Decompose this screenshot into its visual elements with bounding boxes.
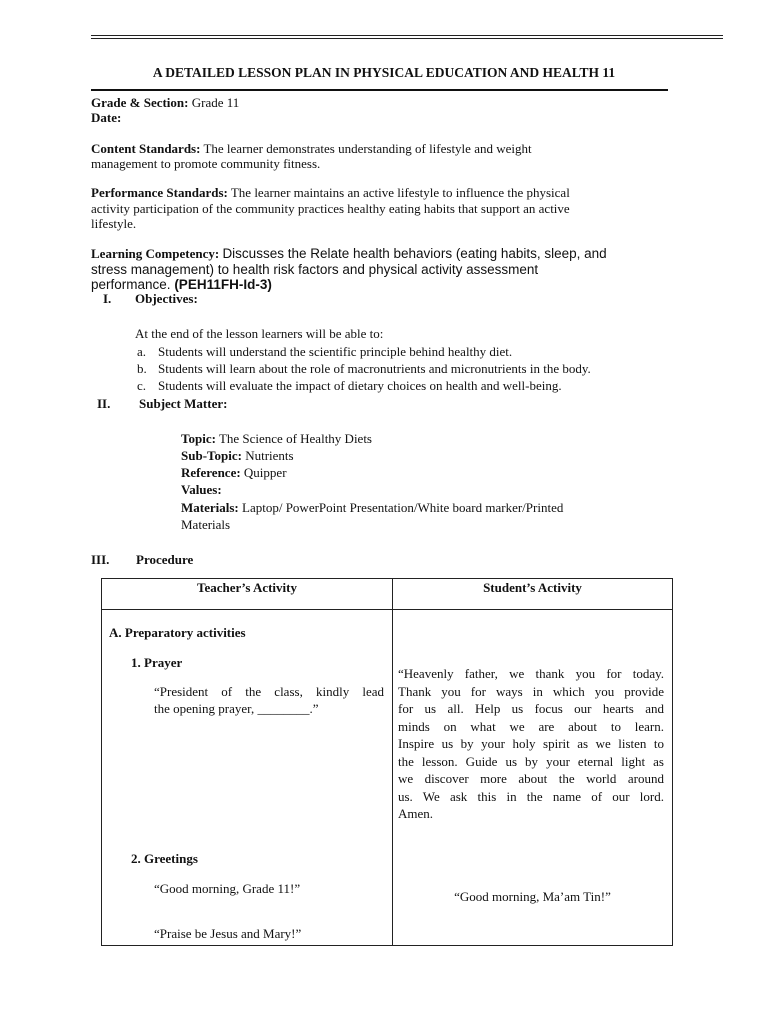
objectives-numeral: I. [103,291,112,306]
content-standards-text-2: management to promote community fitness. [91,156,321,171]
grade-section-line [91,95,681,111]
content-standards-text-1: The learner demonstrates understanding of lifestyle and weight [203,141,532,156]
reference-line [181,465,287,481]
grade-label: Grade & Section: [91,95,189,110]
prayer-teacher-line-2: the opening prayer, ________.” [154,701,319,716]
topic-value: The Science of Healthy Diets [218,431,372,446]
objective-c-letter: c. [137,378,147,393]
objective-c-text: Students will evaluate the impact of dietary choices on health and well-being. [158,378,562,393]
subject-matter-heading: Subject Matter: [139,396,228,411]
prayer-student-line: Thank you for ways in which you provide [398,683,664,699]
performance-standards-label: Performance Standards: [91,185,228,200]
materials-label: Materials: [181,500,239,515]
prayer-student-line: “Heavenly father, we thank you for today. [398,666,664,681]
materials-value-2: Materials [181,517,231,532]
learning-competency-line-1 [91,246,681,262]
performance-standards-text-1: The learner maintains an active lifestyle to influence the physical [230,185,570,200]
reference-value: Quipper [243,465,287,480]
learning-competency-text-2: stress management) to health risk factors and physical activity assessment [91,262,539,277]
subtopic-label: Sub-Topic: [181,448,242,463]
prayer-student-line: the lesson. Guide us by your eternal light as [398,753,664,769]
topic-label: Topic: [181,431,216,446]
materials-line [181,500,563,516]
table-header-divider [102,609,672,610]
subtopic-value: Nutrients [245,448,294,463]
learning-competency-label: Learning Competency: [91,246,220,261]
student-activity-header: Student’s Activity [483,580,582,595]
procedure-heading: Procedure [136,552,194,567]
procedure-numeral: III. [91,552,110,567]
prayer-student-line: Inspire us by your holy spirit as we listen to [398,736,664,751]
values-label: Values: [181,482,222,497]
objective-b-letter: b. [137,361,147,376]
prayer-student-text [398,665,664,823]
prayer-student-line: we discover more about the world around [398,771,664,786]
objectives-heading: Objectives: [135,291,198,306]
title-underline [91,89,668,91]
page-title: A DETAILED LESSON PLAN IN PHYSICAL EDUCATION AND HEALTH 11 [152,65,616,80]
grade-value: Grade 11 [191,95,240,110]
objective-a-letter: a. [137,344,147,359]
date-line [91,110,681,126]
subject-matter-numeral: II. [97,396,111,411]
materials-value-1: Laptop/ PowerPoint Presentation/White board marker/Printed [242,500,564,515]
content-standards-line-1 [91,141,681,157]
objective-a-text: Students will understand the scientific principle behind healthy diet. [158,344,513,359]
prayer-teacher-line-1: “President of the class, kindly lead [154,684,384,699]
top-double-rule [91,35,723,39]
prayer-student-line: Amen. [398,806,434,821]
values-line [181,482,222,498]
greet-student-text: “Good morning, Ma’am Tin!” [454,889,611,904]
objective-b-text: Students will learn about the role of macronutrients and micronutrients in the body. [158,361,591,376]
procedure-table [101,578,673,946]
performance-standards-line-1 [91,185,681,201]
greet-teacher-line-2: “Praise be Jesus and Mary!” [154,926,302,941]
preparatory-activities-heading: A. Preparatory activities [109,625,246,640]
performance-standards-text-2: activity participation of the community practices healthy eating habits that support an active [91,201,570,216]
reference-label: Reference: [181,465,241,480]
learning-competency-text-3: performance. [91,277,171,292]
learning-competency-code: (PEH11FH-Id-3) [174,277,272,292]
teacher-activity-header: Teacher’s Activity [196,580,297,595]
subtopic-line [181,448,294,464]
prayer-student-line: us. We ask this in the name of our lord. [398,788,664,804]
prayer-heading: 1. Prayer [131,655,183,670]
topic-line [181,431,372,447]
content-standards-label: Content Standards: [91,141,201,156]
objectives-intro: At the end of the lesson learners will be able to: [135,326,384,341]
greet-teacher-line-1: “Good morning, Grade 11!” [154,881,301,896]
performance-standards-text-3: lifestyle. [91,216,137,231]
greetings-heading: 2. Greetings [131,851,198,866]
date-label: Date: [91,110,122,125]
prayer-student-line: minds on what we are about to learn. [398,718,664,734]
learning-competency-text-1: Discusses the Relate health behaviors (eating habits, sleep, and [222,246,607,261]
prayer-student-line: for us all. Help us focus our hearts and [398,701,664,716]
